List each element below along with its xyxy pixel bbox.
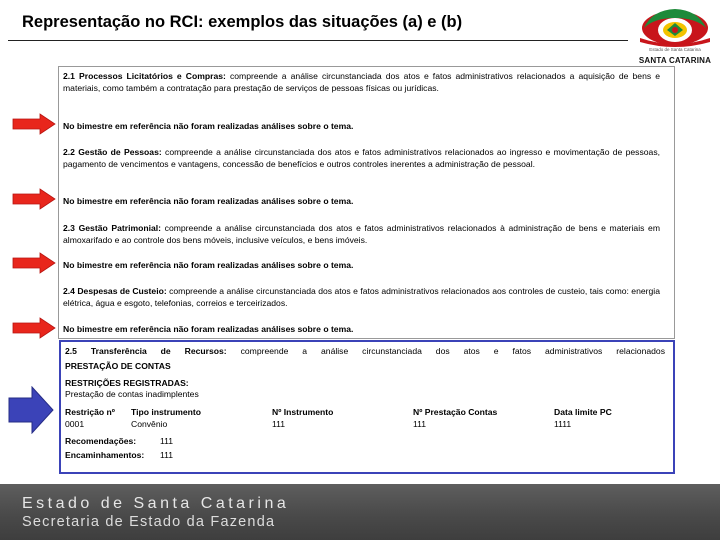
table-header-cell: Data limite PC bbox=[554, 407, 612, 417]
logo-name: SANTA CATARINA bbox=[638, 56, 712, 65]
transfer-heading: 2.5 Transferência de Recursos: bbox=[65, 346, 227, 356]
santa-catarina-logo bbox=[632, 4, 718, 70]
section-gestao-patrimonial bbox=[63, 223, 660, 246]
table-cell: 1111 bbox=[554, 419, 572, 429]
restricoes-table-header bbox=[65, 407, 665, 419]
footer-secretariat-name: Secretaria de Estado da Fazenda bbox=[22, 514, 276, 530]
table-cell: 111 bbox=[413, 419, 427, 429]
transfer-description bbox=[65, 346, 665, 358]
table-cell: 0001 bbox=[65, 419, 85, 429]
slide-title: Representação no RCI: exemplos das situações (a) e (b) bbox=[22, 13, 463, 31]
section-heading: 2.4 Despesas de Custeio: bbox=[63, 286, 167, 296]
section-body: compreende a análise circunstanciada dos atos e fatos administrativos relacionados ao ingresso e movimentação de pessoas, pagamento de vencimentos e vantagens, concessão de benefícios e outros controles inerentes a administração de pessoal. bbox=[63, 147, 661, 169]
transferencia-recursos-content bbox=[65, 346, 665, 468]
report-document bbox=[58, 66, 675, 339]
title-divider bbox=[8, 40, 628, 41]
section-note: No bimestre em referência não foram realizadas análises sobre o tema. bbox=[63, 121, 354, 131]
footer-banner bbox=[0, 484, 720, 540]
section-heading: 2.1 Processos Licitatórios e Compras: bbox=[63, 71, 226, 81]
section-despesas-custeio bbox=[63, 286, 660, 309]
table-cell: Convênio bbox=[131, 419, 168, 429]
red-arrow-icon bbox=[12, 317, 56, 339]
table-row bbox=[65, 419, 665, 431]
recomendacoes-label: Recomendações: bbox=[65, 436, 137, 446]
table-header-cell: Restrição nº bbox=[65, 407, 115, 417]
section-processos-licitatorios bbox=[63, 71, 660, 94]
red-arrow-icon bbox=[12, 188, 56, 210]
footer-state-name: Estado de Santa Catarina bbox=[22, 495, 290, 512]
restricoes-label: RESTRIÇÕES REGISTRADAS: bbox=[65, 378, 189, 388]
blue-arrow-icon bbox=[8, 386, 54, 434]
section-heading: 2.3 Gestão Patrimonial: bbox=[63, 223, 162, 233]
encaminhamentos-value: 111 bbox=[160, 450, 174, 460]
recomendacoes-row bbox=[65, 436, 665, 448]
red-arrow-icon bbox=[12, 252, 56, 274]
section-note: No bimestre em referência não foram realizadas análises sobre o tema. bbox=[63, 324, 354, 334]
section-note: No bimestre em referência não foram realizadas análises sobre o tema. bbox=[63, 260, 354, 270]
transfer-body: compreende a análise circunstanciada dos atos e fatos administrativos relacionados bbox=[240, 346, 665, 356]
table-header-cell: Tipo instrumento bbox=[131, 407, 202, 417]
transferencia-recursos-box bbox=[59, 340, 675, 474]
red-arrow-icon bbox=[12, 113, 56, 135]
table-header-cell: Nº Instrumento bbox=[272, 407, 334, 417]
encaminhamentos-row bbox=[65, 450, 665, 462]
coat-of-arms-icon bbox=[632, 4, 718, 48]
prestacao-contas-label: PRESTAÇÃO DE CONTAS bbox=[65, 361, 171, 371]
section-heading: 2.2 Gestão de Pessoas: bbox=[63, 147, 162, 157]
section-body: compreende a análise circunstanciada dos atos e fatos administrativos relacionados aos controles de custeio, tais como: energia elétrica, água e esgoto, telefonias, correios e terceirizados. bbox=[63, 286, 660, 308]
section-body: compreende a análise circunstanciada dos atos e fatos administrativos relacionados à administração de bens e materiais em almoxarifado e ao controle dos bens móveis, inclusive veículos, e bens imóveis. bbox=[63, 223, 660, 245]
table-cell: 111 bbox=[272, 419, 286, 429]
encaminhamentos-label: Encaminhamentos: bbox=[65, 450, 145, 460]
section-note: No bimestre em referência não foram realizadas análises sobre o tema. bbox=[63, 196, 354, 206]
recomendacoes-value: 111 bbox=[160, 436, 174, 446]
section-body: compreende a análise circunstanciada dos atos e fatos administrativos relacionados a aquisição de bens e materiais, como também a contratação para prestação de serviços de pessoas físicas ou jurídicas. bbox=[63, 71, 660, 93]
restricoes-detail: Prestação de contas inadimplentes bbox=[65, 389, 199, 399]
section-gestao-pessoas bbox=[63, 147, 660, 170]
logo-caption: Estado de Santa Catarina bbox=[649, 47, 701, 52]
table-header-cell: Nº Prestação Contas bbox=[413, 407, 498, 417]
